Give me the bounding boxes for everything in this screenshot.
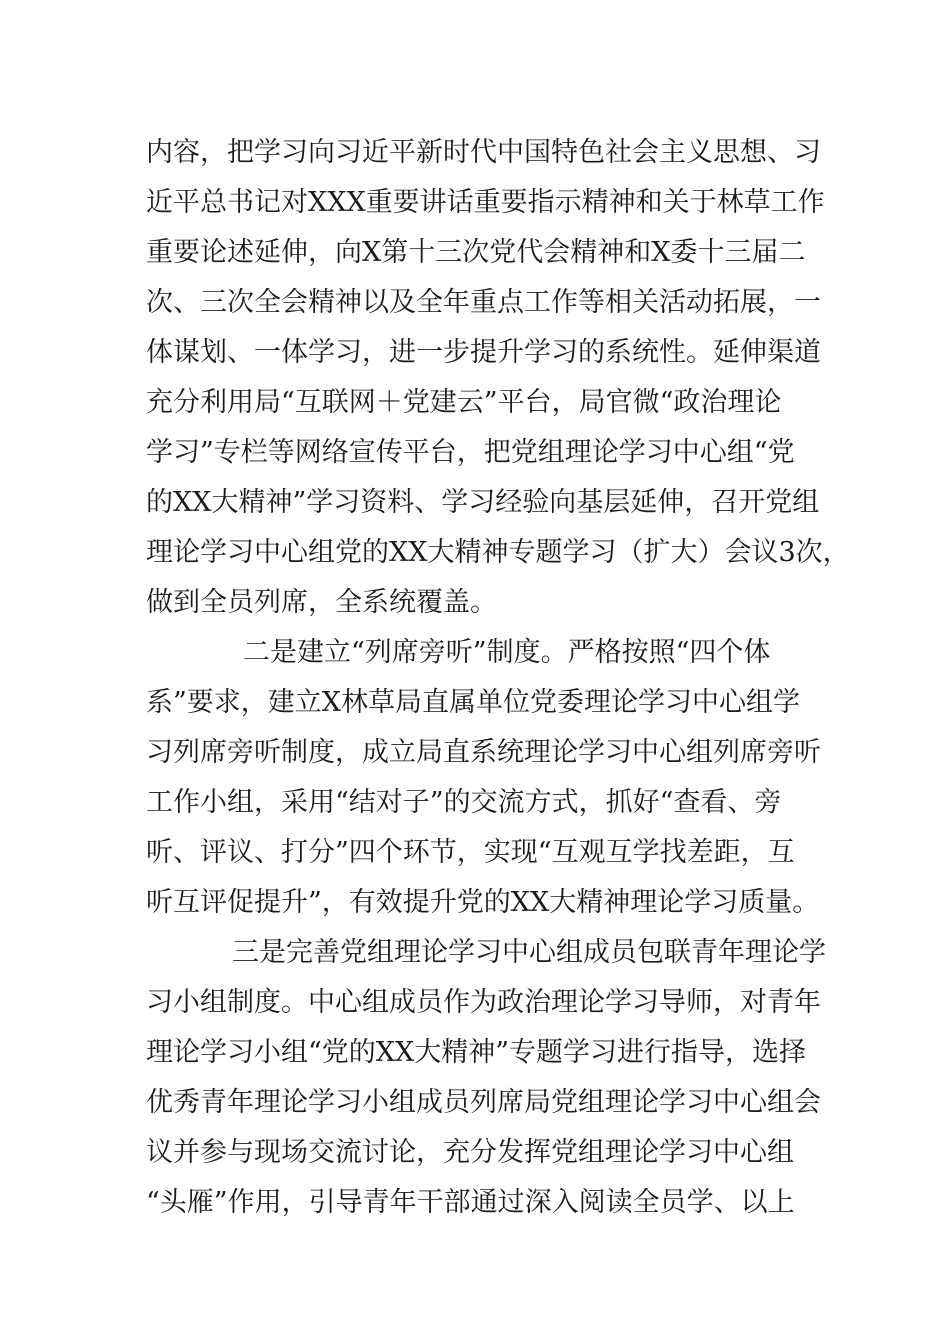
text-line: 做到全员列席，全系统覆盖。 bbox=[146, 587, 497, 618]
text-line: 重要论述延伸，向X第十三次党代会精神和X委十三届二 bbox=[146, 237, 806, 268]
text-line: 听互评促提升”，有效提升党的XX大精神理论学习质量。 bbox=[146, 887, 820, 918]
text-line: 内容，把学习向习近平新时代中国特色社会主义思想、习 bbox=[146, 137, 821, 168]
text-line: 次、三次全会精神以及全年重点工作等相关活动拓展，一 bbox=[146, 287, 821, 318]
text-line: 近平总书记对XXX重要讲话重要指示精神和关于林草工作 bbox=[146, 187, 825, 218]
text-line: 充分利用局“互联网＋党建云”平台，局官微“政治理论 bbox=[146, 387, 782, 418]
text-line: 学习”专栏等网络宣传平台，把党组理论学习中心组“党 bbox=[146, 437, 795, 468]
text-line: 习列席旁听制度，成立局直系统理论学习中心组列席旁听 bbox=[146, 737, 821, 768]
text-line: 听、评议、打分”四个环节，实现“互观互学找差距，互 bbox=[146, 837, 795, 868]
text-line: 理论学习中心组党的XX大精神专题学习（扩大）会议3次， bbox=[146, 537, 850, 568]
text-line: 议并参与现场交流讨论，充分发挥党组理论学习中心组 bbox=[146, 1137, 794, 1168]
paragraph-heading-3: 三是完善党组理论学习中心组成员包联青年理论学 bbox=[232, 937, 826, 968]
text-line: “头雁”作用，引导青年干部通过深入阅读全员学、以上 bbox=[146, 1187, 795, 1218]
text-line: 工作小组，采用“结对子”的交流方式，抓好“查看、旁 bbox=[146, 787, 782, 818]
text-line: 系”要求，建立X林草局直属单位党委理论学习中心组学 bbox=[146, 687, 801, 718]
text-line: 的XX大精神”学习资料、学习经验向基层延伸，召开党组 bbox=[146, 487, 820, 518]
text-line: 体谋划、一体学习，进一步提升学习的系统性。延伸渠道 bbox=[146, 337, 821, 368]
paragraph-heading-2: 二是建立“列席旁听”制度。严格按照“四个体 bbox=[243, 637, 771, 668]
text-line: 优秀青年理论学习小组成员列席局党组理论学习中心组会 bbox=[146, 1087, 821, 1118]
text-line: 习小组制度。中心组成员作为政治理论学习导师，对青年 bbox=[146, 987, 821, 1018]
text-line: 理论学习小组“党的XX大精神”专题学习进行指导，选择 bbox=[146, 1037, 807, 1068]
